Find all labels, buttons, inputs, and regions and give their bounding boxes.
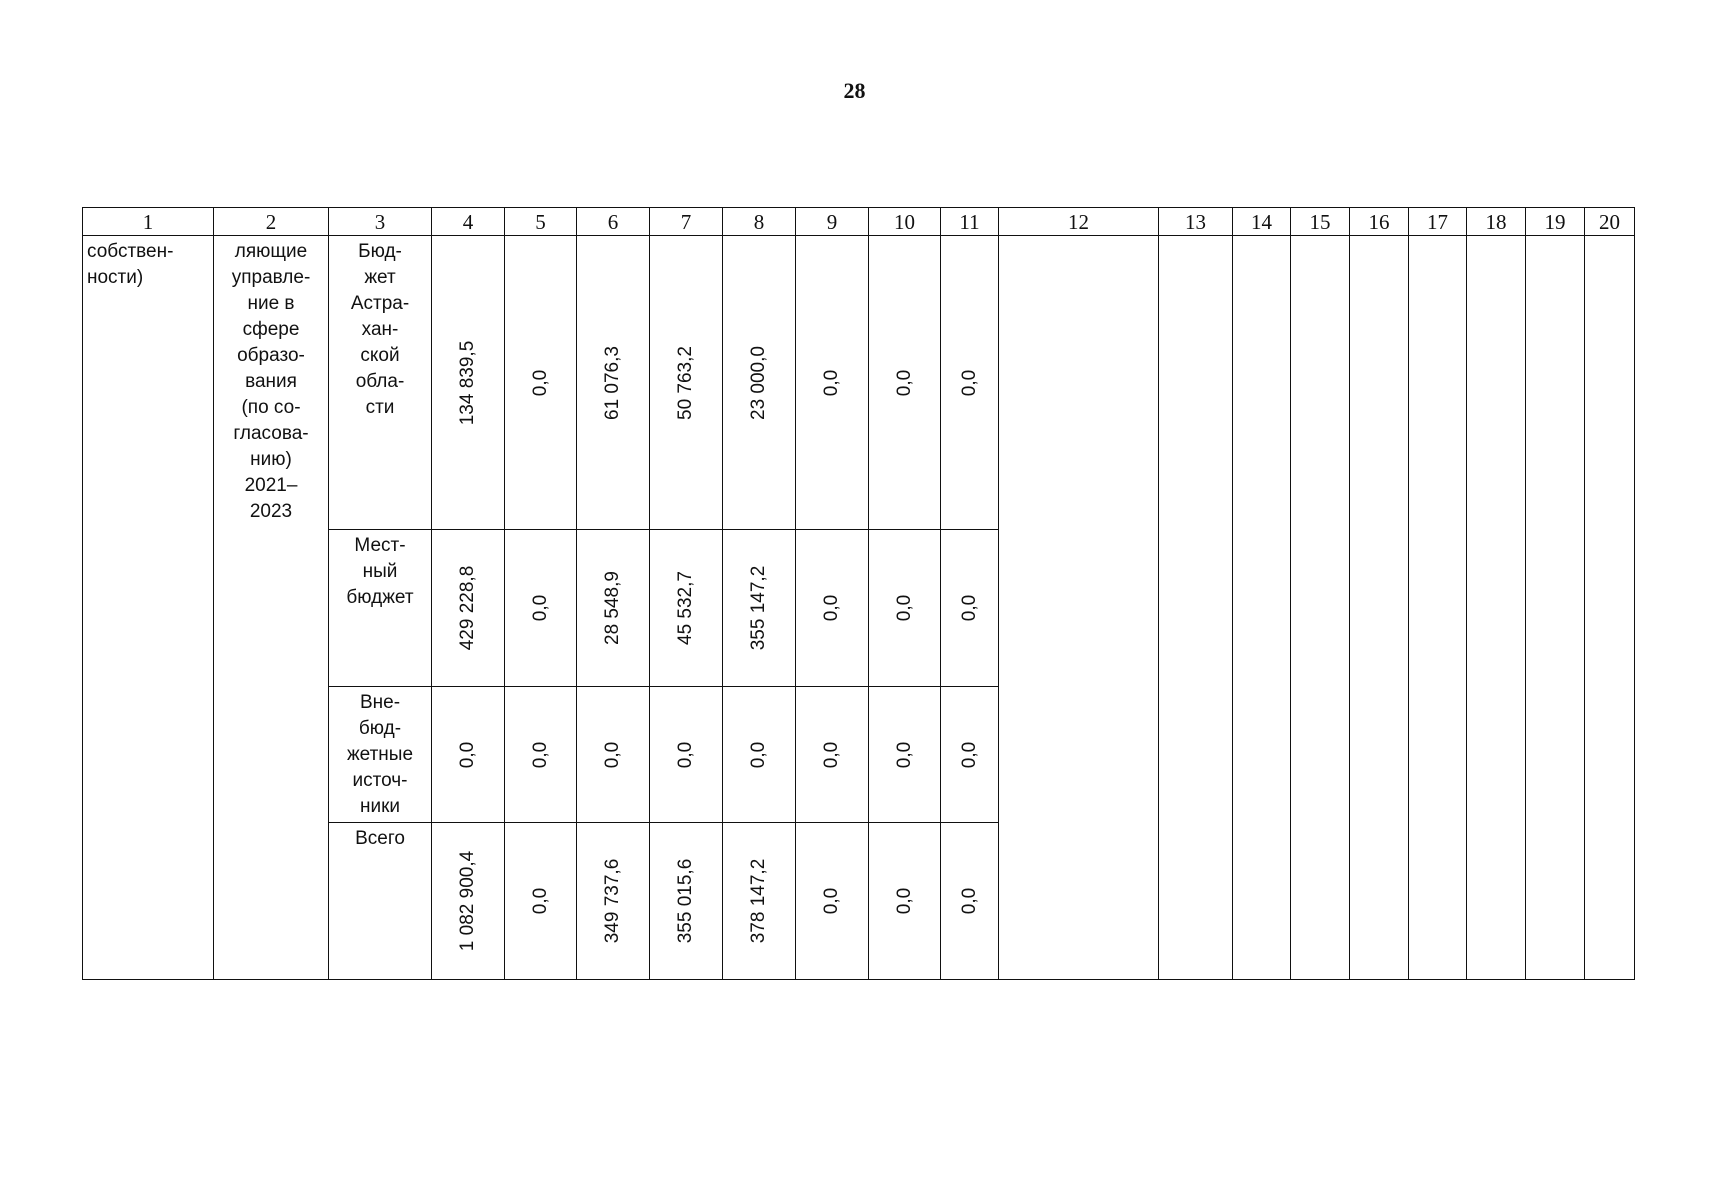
value-cell — [941, 823, 999, 980]
col-header: 5 — [505, 208, 577, 236]
empty-cell — [1350, 236, 1409, 980]
value-cell — [941, 687, 999, 823]
col-header: 3 — [329, 208, 432, 236]
value-cell — [723, 823, 796, 980]
value-text: 0,0 — [675, 741, 696, 768]
value-text: 0,0 — [748, 741, 769, 768]
value-cell — [650, 823, 723, 980]
value-cell — [869, 236, 941, 530]
value-cell — [432, 823, 505, 980]
value-cell — [577, 687, 650, 823]
value-cell — [432, 687, 505, 823]
value-text: 349 737,6 — [602, 858, 623, 944]
value-text: 0,0 — [893, 594, 915, 622]
value-cell — [723, 236, 796, 530]
value-cell — [796, 236, 869, 530]
value-text: 0,0 — [529, 369, 551, 396]
col-header: 6 — [577, 208, 650, 236]
value-text: 0,0 — [958, 594, 980, 622]
value-cell — [869, 530, 941, 687]
page-number: 28 — [843, 78, 866, 103]
value-cell — [941, 236, 999, 530]
value-cell — [796, 530, 869, 687]
header-row — [83, 208, 1635, 236]
value-text: 50 763,2 — [675, 345, 696, 420]
col-header: 17 — [1409, 208, 1467, 236]
value-cell — [505, 530, 577, 687]
col-header: 4 — [432, 208, 505, 236]
value-text: 61 076,3 — [602, 345, 623, 420]
col-header: 20 — [1585, 208, 1635, 236]
value-text: 0,0 — [893, 887, 915, 915]
col-header: 11 — [941, 208, 999, 236]
value-cell — [796, 823, 869, 980]
col-header: 12 — [999, 208, 1159, 236]
col-header: 18 — [1467, 208, 1526, 236]
table-row-regional-budget — [83, 236, 1635, 530]
value-cell — [796, 687, 869, 823]
budget-table — [82, 207, 1635, 980]
value-text: 0,0 — [893, 741, 915, 768]
col-header: 19 — [1526, 208, 1585, 236]
value-text: 0,0 — [958, 369, 980, 396]
value-text: 0,0 — [602, 741, 623, 768]
value-text: 0,0 — [821, 594, 842, 622]
funding-source-cell: Вне- бюд- жетные источ- ники — [329, 687, 432, 823]
empty-cell — [1467, 236, 1526, 980]
empty-cell — [1233, 236, 1291, 980]
value-text: 355 147,2 — [748, 565, 769, 651]
col-header: 14 — [1233, 208, 1291, 236]
value-cell — [869, 687, 941, 823]
col-header: 9 — [796, 208, 869, 236]
value-text: 429 228,8 — [457, 565, 478, 651]
empty-cell — [1159, 236, 1233, 980]
value-text: 378 147,2 — [748, 858, 769, 944]
value-text: 0,0 — [958, 887, 980, 915]
empty-cell — [999, 236, 1159, 980]
funding-source-cell: Мест- ный бюджет — [329, 530, 432, 687]
col-header: 1 — [83, 208, 214, 236]
value-text: 0,0 — [821, 887, 842, 915]
value-text: 0,0 — [821, 741, 842, 768]
value-text: 45 532,7 — [675, 571, 696, 645]
empty-cell — [1409, 236, 1467, 980]
col-header: 8 — [723, 208, 796, 236]
value-cell — [432, 530, 505, 687]
value-cell — [869, 823, 941, 980]
value-cell — [941, 530, 999, 687]
value-text: 134 839,5 — [457, 340, 478, 425]
col-header: 2 — [214, 208, 329, 236]
value-cell — [577, 236, 650, 530]
value-text: 23 000,0 — [748, 345, 769, 420]
value-cell — [577, 530, 650, 687]
value-cell — [650, 236, 723, 530]
col-header: 7 — [650, 208, 723, 236]
value-cell — [505, 687, 577, 823]
value-text: 0,0 — [457, 741, 478, 768]
executor-cell: ляющие управле- ние в сфере образо- вания (по со- гласова- нию) 2021– 2023 — [214, 236, 329, 980]
funding-source-cell: Всего — [329, 823, 432, 980]
empty-cell — [1526, 236, 1585, 980]
funding-source-cell: Бюд- жет Астра- хан- ской обла- сти — [329, 236, 432, 530]
col-header: 15 — [1291, 208, 1350, 236]
value-text: 1 082 900,4 — [457, 850, 478, 952]
empty-cell — [1585, 236, 1635, 980]
value-cell — [505, 823, 577, 980]
col-header: 16 — [1350, 208, 1409, 236]
owner-cell: собствен- ности) — [83, 236, 214, 980]
value-text: 355 015,6 — [675, 858, 696, 944]
value-text: 0,0 — [529, 887, 551, 915]
value-text: 0,0 — [958, 741, 980, 768]
value-cell — [505, 236, 577, 530]
value-text: 0,0 — [529, 741, 551, 768]
value-cell — [723, 530, 796, 687]
value-text: 0,0 — [529, 594, 551, 622]
value-text: 28 548,9 — [602, 571, 623, 645]
col-header: 10 — [869, 208, 941, 236]
col-header: 13 — [1159, 208, 1233, 236]
empty-cell — [1291, 236, 1350, 980]
value-cell — [723, 687, 796, 823]
value-cell — [650, 687, 723, 823]
value-text: 0,0 — [821, 369, 842, 396]
value-cell — [650, 530, 723, 687]
value-cell — [577, 823, 650, 980]
value-cell — [432, 236, 505, 530]
value-text: 0,0 — [893, 369, 915, 396]
